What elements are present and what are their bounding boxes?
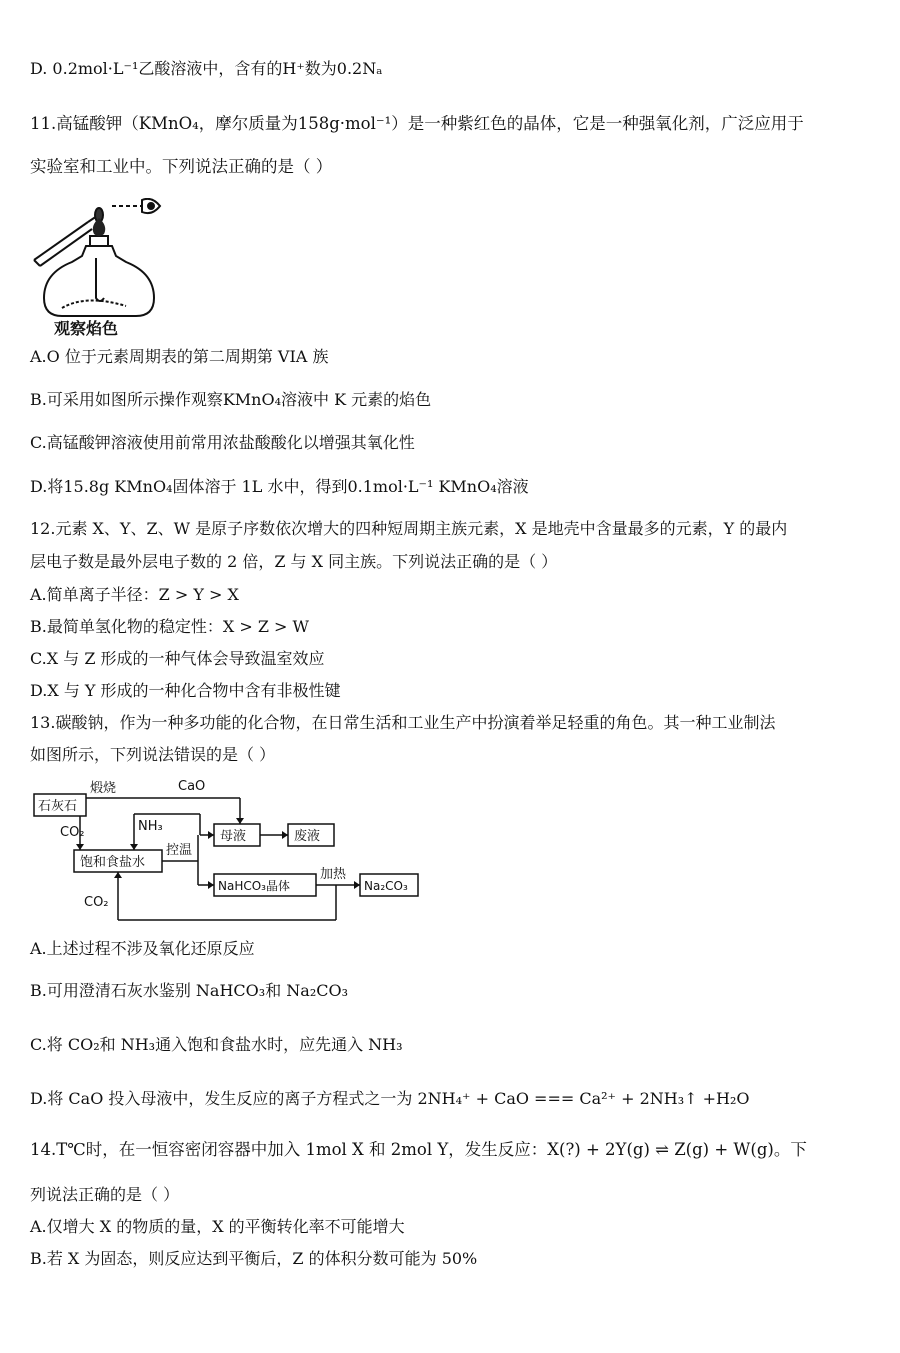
q11-option-d: D.将15.8g KMnO₄固体溶于 1L 水中，得到0.1mol·L⁻¹ KMnO₄溶液 xyxy=(30,477,529,496)
label-control-temp: 控温 xyxy=(166,843,193,858)
q13-stem-line1: 13.碳酸钠，作为一种多功能的化合物，在日常生活和工业生产中扮演着举足轻重的角色。其一种工业制法 xyxy=(30,713,776,732)
label-na2co3: Na₂CO₃ xyxy=(364,879,408,893)
q14-stem-line2: 列说法正确的是（ ） xyxy=(30,1185,180,1204)
q12-stem-line1: 12.元素 X、Y、Z、W 是原子序数依次增大的四种短周期主族元素，X 是地壳中含量最多的元素，Y 的最内 xyxy=(30,519,788,538)
label-nahco3-crystal: NaHCO₃晶体 xyxy=(218,879,290,893)
q11-option-c: C.高锰酸钾溶液使用前常用浓盐酸酸化以增强其氧化性 xyxy=(30,433,415,452)
label-nh3: NH₃ xyxy=(138,819,163,834)
q14-stem-line1: 14.T℃时，在一恒容密闭容器中加入 1mol X 和 2mol Y，发生反应：X(?) + 2Y(g) ⇌ Z(g) + W(g)。下 xyxy=(30,1140,807,1159)
q12-option-c: C.X 与 Z 形成的一种气体会导致温室效应 xyxy=(30,649,325,668)
q13-option-d: D.将 CaO 投入母液中，发生反应的离子方程式之一为 2NH₄⁺ + CaO === Ca²⁺ + 2NH₃↑ +H₂O xyxy=(30,1089,750,1108)
label-waste: 废液 xyxy=(294,829,321,844)
q13-option-a: A.上述过程不涉及氧化还原反应 xyxy=(30,939,255,958)
label-calcine: 煅烧 xyxy=(90,781,117,796)
q13-option-b: B.可用澄清石灰水鉴别 NaHCO₃和 Na₂CO₃ xyxy=(30,981,349,1000)
q10-option-d: D. 0.2mol·L⁻¹乙酸溶液中，含有的H⁺数为0.2Nₐ xyxy=(30,59,383,78)
q12-option-d: D.X 与 Y 形成的一种化合物中含有非极性键 xyxy=(30,681,341,700)
label-brine: 饱和食盐水 xyxy=(80,855,146,870)
q11-stem-line2: 实验室和工业中。下列说法正确的是（ ） xyxy=(30,157,333,176)
q11-option-a: A.O 位于元素周期表的第二周期第 VIA 族 xyxy=(30,347,329,366)
q12-option-b: B.最简单氢化物的稳定性：X > Z > W xyxy=(30,617,309,636)
flame-test-caption: 观察焰色 xyxy=(54,319,119,338)
label-mother-liquor: 母液 xyxy=(220,829,247,844)
label-cao: CaO xyxy=(178,779,206,794)
sodium-carbonate-process-diagram xyxy=(30,772,430,927)
q12-stem-line2: 层电子数是最外层电子数的 2 倍，Z 与 X 同主族。下列说法正确的是（ ） xyxy=(30,552,558,571)
q14-option-b: B.若 X 为固态，则反应达到平衡后，Z 的体积分数可能为 50% xyxy=(30,1249,478,1268)
label-limestone: 石灰石 xyxy=(38,799,78,814)
q11-option-b: B.可采用如图所示操作观察KMnO₄溶液中 K 元素的焰色 xyxy=(30,390,432,409)
q14-option-a: A.仅增大 X 的物质的量，X 的平衡转化率不可能增大 xyxy=(30,1217,405,1236)
label-co2-bottom: CO₂ xyxy=(84,895,109,910)
label-heat: 加热 xyxy=(320,867,347,882)
q11-stem-line1: 11.高锰酸钾（KMnO₄，摩尔质量为158g·mol⁻¹）是一种紫红色的晶体，它是一种强氧化剂，广泛应用于 xyxy=(30,114,804,133)
q13-option-c: C.将 CO₂和 NH₃通入饱和食盐水时，应先通入 NH₃ xyxy=(30,1035,403,1054)
q13-stem-line2: 如图所示，下列说法错误的是（ ） xyxy=(30,745,276,764)
label-co2-left: CO₂ xyxy=(60,825,85,840)
flame-test-figure xyxy=(26,198,176,338)
q12-option-a: A.简单离子半径：Z > Y > X xyxy=(30,585,239,604)
